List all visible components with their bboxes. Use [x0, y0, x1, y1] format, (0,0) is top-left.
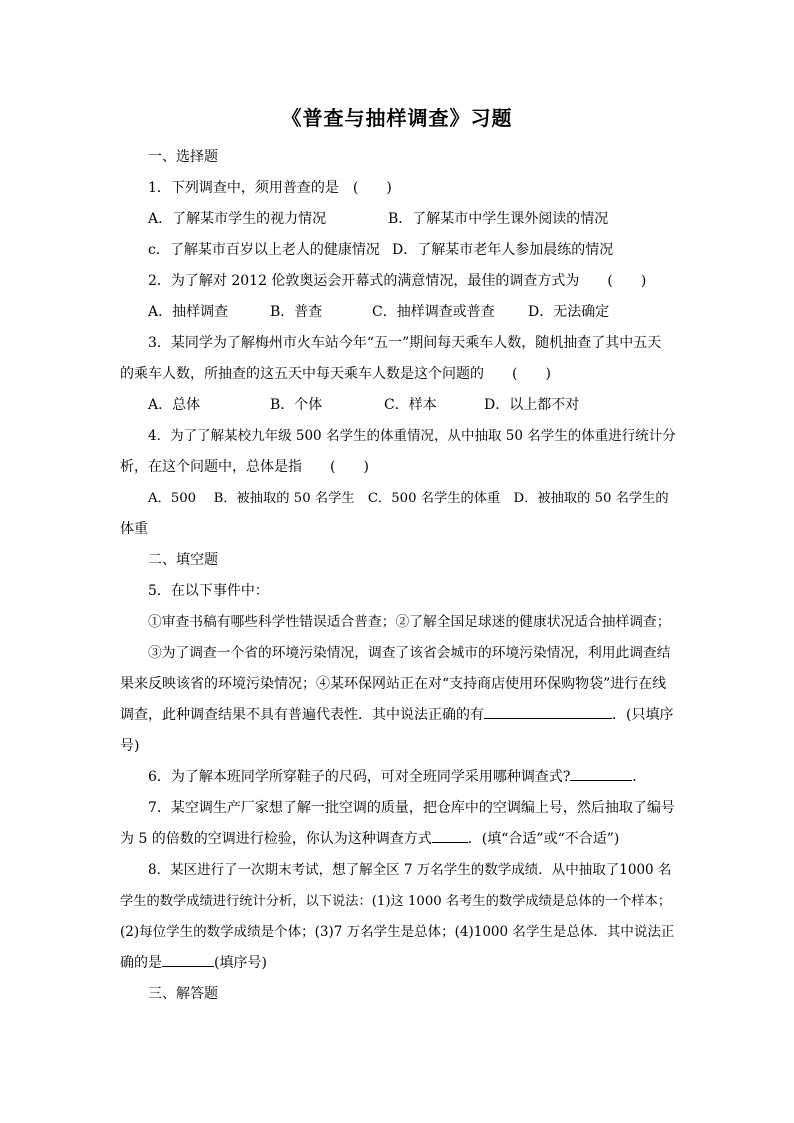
question-3-stem-2: 的乘车人数，所抽查的这五天中每天乘车人数是这个问题的 ( )	[120, 366, 551, 382]
q7-tail: ．(填“合适”或“不合适”)	[467, 831, 620, 847]
question-1-stem: 1．下列调查中，须用普查的是 ( )	[148, 180, 392, 196]
q3-option-d: D．以上都不对	[484, 397, 580, 413]
question-6	[120, 762, 676, 793]
page-title: 《普查与抽样调查》习题	[281, 106, 513, 130]
question-5-stem: 5．在以下事件中：	[148, 583, 269, 599]
q5-line-4-text: 调查，此种调查结果不具有普遍代表性．其中说法正确的有	[120, 707, 484, 723]
question-3-stem-1: 3．某同学为了解梅州市火车站今年“五一”期间每天乘车人数，随机抽查了其中五天	[148, 335, 662, 351]
q7-text: 为 5 的倍数的空调进行检验，你认为这种调查方式	[120, 831, 432, 847]
section-heading-choice: 一、选择题	[148, 149, 218, 165]
question-4-options: A．500 B．被抽取的 50 名学生 C．500 名学生的体重 D．被抽取的 50 名学生的	[148, 491, 669, 506]
question-5-line-5: 号)	[120, 738, 140, 754]
question-2-options	[120, 297, 676, 328]
q3-option-a: A．总体	[148, 397, 201, 413]
q6-answer-blank[interactable]	[570, 766, 632, 781]
question-8-line-3: (2)每位学生的数学成绩是个体；(3)7 万名学生是总体；(4)1000 名学生是总体．其中说法正	[120, 924, 675, 940]
question-8-line-4	[120, 948, 676, 979]
q1-option-a: A．了解某市学生的视力情况	[148, 211, 327, 227]
q2-option-a: A．抽样调查	[148, 304, 229, 320]
question-5-line-3: 果来反映该省的环境污染情况；④某环保网站正在对“支持商店使用环保购物袋”进行在线	[120, 676, 667, 692]
question-8-line-2: 学生的数学成绩进行统计分析，以下说法：(1)这 1000 名考生的数学成绩是总体的一个样本；	[120, 894, 672, 909]
q8-text: 确的是	[120, 955, 162, 971]
q7-answer-blank[interactable]	[432, 828, 468, 843]
q6-text: 6．为了解本班同学所穿鞋子的尺码，可对全班同学采用哪种调查式?	[148, 769, 571, 785]
question-4-options-cont: 体重	[120, 521, 148, 537]
question-4-stem-2: 析，在这个问题中，总体是指 ( )	[120, 459, 369, 475]
document-body	[120, 142, 676, 1010]
q2-option-c: C．抽样调查或普查	[372, 304, 495, 320]
question-5-line-1: ①审查书稿有哪些科学性错误适合普查；②了解全国足球迷的健康状况适合抽样调查；	[148, 614, 671, 630]
q2-option-d: D．无法确定	[528, 304, 610, 320]
q3-option-b: B．个体	[270, 397, 323, 413]
q3-option-c: C．样本	[384, 397, 437, 413]
q5-answer-blank[interactable]	[484, 704, 612, 719]
q8-tail: (填序号)	[214, 955, 267, 971]
section-heading-solve: 三、解答题	[148, 986, 218, 1002]
q1-option-d: D．了解某市老年人参加晨练的情况	[392, 242, 614, 258]
question-2-stem: 2．为了解对 2012 伦敦奥运会开幕式的满意情况，最佳的调查方式为 ( )	[148, 273, 647, 289]
q5-line-4-tail: ．(只填序	[612, 707, 674, 723]
question-4-stem-1: 4．为了了解某校九年级 500 名学生的体重情况，从中抽取 50 名学生的体重进行统计分	[148, 428, 676, 444]
question-5-line-2: ③为了调查一个省的环境污染情况，调查了该省会城市的环境污染情况，利用此调查结	[148, 645, 671, 661]
question-1-options-cd	[120, 235, 676, 266]
question-1-options-ab	[120, 204, 676, 235]
q8-answer-blank[interactable]	[162, 952, 214, 967]
question-8-line-1: 8．某区进行了一次期末考试，想了解全区 7 万名学生的数学成绩．从中抽取了1000 名	[148, 862, 672, 878]
question-7-line-2	[120, 824, 676, 855]
question-3-options	[120, 390, 676, 421]
question-5-line-4	[120, 700, 676, 731]
q2-option-b: B．普查	[270, 304, 323, 320]
q1-option-b: B．了解某市中学生课外阅读的情况	[388, 211, 609, 227]
q1-option-c: c．了解某市百岁以上老人的健康情况	[148, 242, 380, 258]
question-7-line-1: 7．某空调生产厂家想了解一批空调的质量，把仓库中的空调编上号，然后抽取了编号	[148, 800, 675, 816]
section-heading-fill: 二、填空题	[148, 552, 218, 568]
q6-tail: ．	[632, 769, 647, 785]
